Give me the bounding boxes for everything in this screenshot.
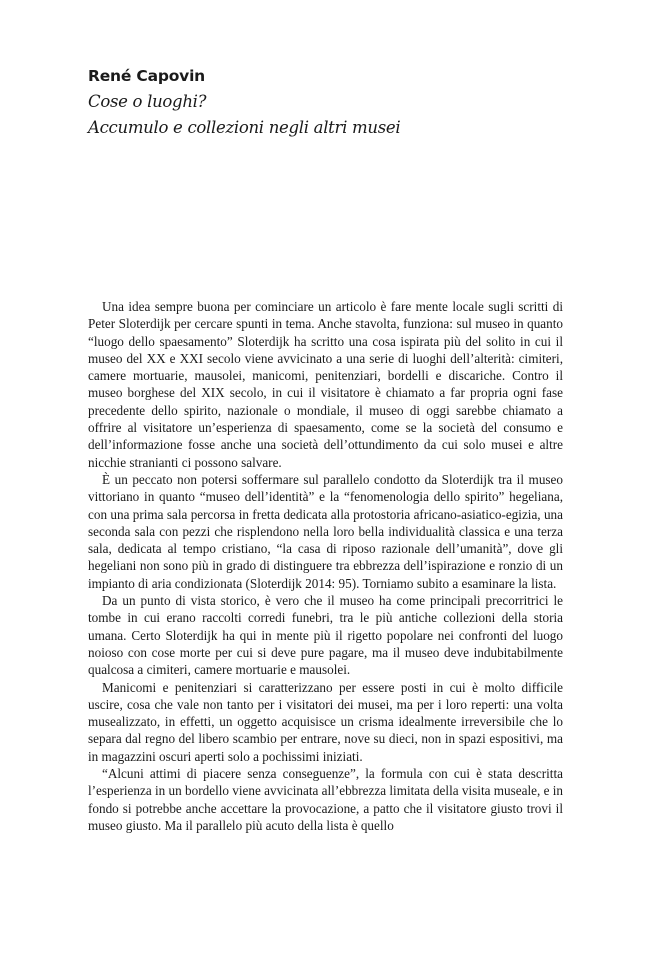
author-name: René Capovin <box>88 67 206 85</box>
body-paragraph: È un peccato non potersi soffermare sul parallelo condotto da Sloterdijk tra il museo vittoriano in quanto “museo dell’identità” e la “fenomenologia dello spirito” hegeliana, con una prima sala percorsa in fretta dedicata alla protostoria africano-asiatico-egizia, una seconda sala con pezzi che risplendono nella loro bella individualità classica e una terza sala, dedicata al tempo cristiano, “la casa di riposo razionale dell’umanità”, dove gli hegeliani non sono più in grado di distinguere tra ebbrezza dell’ispirazione e ronzio di un impianto di aria condizionata (Sloterdijk 2014: 95). Torniamo subito a esaminare la lista. <box>88 471 563 591</box>
article-subtitle: Accumulo e collezioni negli altri musei <box>88 118 401 137</box>
body-paragraph: Manicomi e penitenziari si caratterizzano per essere posti in cui è molto difficile uscire, cosa che vale non tanto per i visitatori dei musei, ma per i loro reperti: una volta musealizzato, in effetti, un oggetto acquisisce un crisma idealmente irreversibile che lo separa dal regno del libero scambio per entrare, nove su dieci, non in spazi espositivi, ma in magazzini oscuri aperti solo a pochissimi iniziati. <box>88 679 563 764</box>
document-page <box>88 0 563 956</box>
article-body <box>88 298 563 834</box>
article-title: Cose o luoghi? <box>88 92 207 111</box>
body-paragraph: Da un punto di vista storico, è vero che il museo ha come principali precorritrici le tombe in cui erano raccolti corredi funebri, tra le più antiche collezioni della storia umana. Certo Sloterdijk ha qui in mente più il rigetto popolare nei confronti del luogo noioso con cose morte per cui si deve pure pagare, ma il museo deve indubitabilmente qualcosa a cimiteri, camere mortuarie e mausolei. <box>88 593 563 678</box>
body-paragraph: “Alcuni attimi di piacere senza conseguenze”, la formula con cui è stata descritta l’esperienza in un bordello viene avvicinata all’ebbrezza limitata della visita museale, e in fondo si potrebbe anche accettare la provocazione, a patto che il visitatore giusto trovi il museo giusto. Ma il parallelo più acuto della lista è quello <box>88 766 563 833</box>
body-paragraph: Una idea sempre buona per cominciare un articolo è fare mente locale sugli scritti di Peter Sloterdijk per cercare spunti in tema. Anche stavolta, funziona: sul museo in quanto “luogo dello spaesamento” Sloterdijk ha scritto una cosa ispirata più del solito in cui il museo del XX e XXI secolo viene avvicinato a una serie di luoghi dell’alterità: cimiteri, camere mortuarie, mausolei, manicomi, penitenziari, bordelli e discariche. Contro il museo borghese del XIX secolo, in cui il visitatore è chiamato a far propria ogni fase precedente dello spirito, nazionale o mondiale, il museo di oggi sarebbe chiamato a offrire al visitatore un’esperienza di spaesamento, come se la società del consumo e dell’informazione fosse anche una società dell’ottundimento da cui solo musei e altre nicchie stranianti ci possono salvare. <box>88 299 563 470</box>
